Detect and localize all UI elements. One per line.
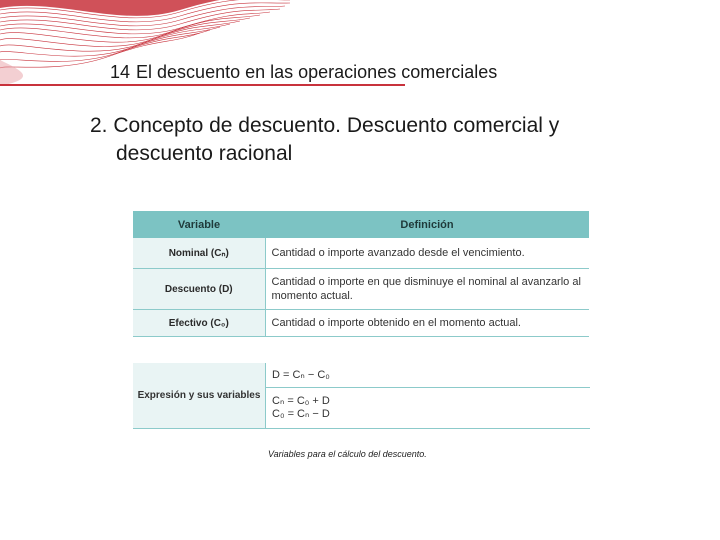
section-title: [90, 112, 650, 168]
chapter-heading: [110, 62, 497, 83]
variable-cell: Efectivo (C₀): [133, 310, 265, 337]
section-title-line-2: descuento racional: [116, 142, 293, 165]
definitions-table: [133, 211, 589, 337]
table-header-row: [133, 211, 589, 238]
table-row: [133, 238, 589, 269]
chapter-underline: [0, 84, 405, 86]
table-row: [133, 269, 589, 310]
expression-line: Cₙ = C₀ + D: [272, 395, 330, 407]
chapter-title: El descuento en las operaciones comerciales: [136, 62, 498, 82]
section-title-line-1: 2. Concepto de descuento. Descuento comercial y: [90, 114, 560, 137]
expressions-label-cell: Expresión y sus variables: [133, 363, 266, 429]
expression-cell: D = Cₙ − C₀: [266, 363, 591, 388]
column-header-variable: Variable: [133, 211, 265, 238]
variable-cell: Nominal (Cₙ): [133, 238, 265, 269]
column-header-definition: Definición: [265, 211, 589, 238]
definition-cell: Cantidad o importe obtenido en el momento actual.: [265, 310, 589, 337]
table-row: [133, 363, 590, 388]
chapter-number: 14: [110, 62, 131, 82]
definition-cell: Cantidad o importe en que disminuye el nominal al avanzarlo al momento actual.: [265, 269, 589, 310]
table-caption: Variables para el cálculo del descuento.: [268, 449, 427, 459]
expression-line: C₀ = Cₙ − D: [272, 408, 330, 420]
expressions-table: [133, 363, 590, 429]
table-row: [133, 310, 589, 337]
definition-cell: Cantidad o importe avanzado desde el vencimiento.: [265, 238, 589, 269]
expression-cell-pair: [266, 388, 591, 429]
variable-cell: Descuento (D): [133, 269, 265, 310]
